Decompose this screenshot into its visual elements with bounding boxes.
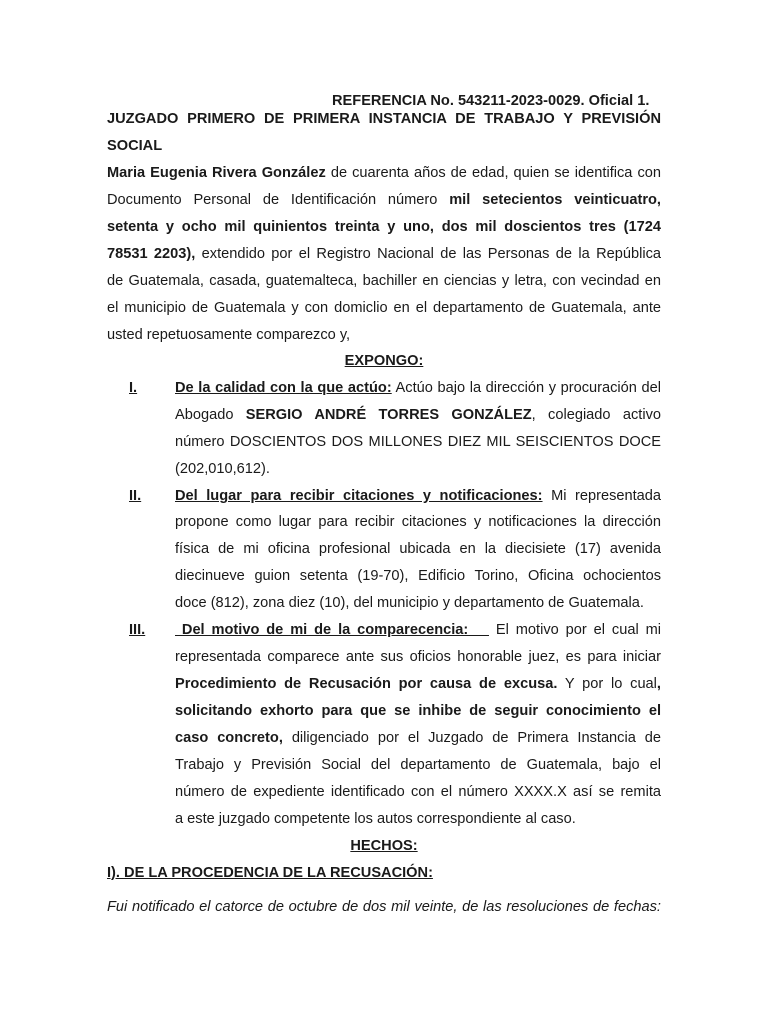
item-1-number: I. (129, 380, 138, 396)
item-2-line-5: doce (812), zona diez (10), del municipio y departamento de Guatemala. (175, 595, 644, 611)
heading-expongo: EXPONGO: (344, 353, 424, 369)
intro-line-2: Documento Personal de Identificación número mil setecientos veinticuatro, (107, 192, 661, 208)
item-2-line-2: propone como lugar para recibir citaciones y notificaciones la dirección (175, 514, 661, 530)
item-1-line-1: De la calidad con la que actúo: Actúo bajo la dirección y procuración del (175, 380, 661, 396)
item-3-line-2: representada comparece ante sus oficios honorable juez, es para iniciar (175, 649, 661, 665)
item-2-number: II. (129, 488, 142, 504)
item-2-line-4: diecinueve guion setenta (19-70), Edificio Torino, Oficina ochocientos (175, 568, 661, 584)
item-3-line-1: Del motivo de mi de la comparecencia: El motivo por el cual mi (175, 622, 661, 638)
court-title-line2: SOCIAL (107, 138, 163, 154)
item-3-number: III. (129, 622, 146, 638)
item-1-line-2: Abogado SERGIO ANDRÉ TORRES GONZÁLEZ, colegiado activo (175, 407, 661, 423)
heading-hechos: HECHOS: (350, 838, 418, 854)
lawyer-name: SERGIO ANDRÉ TORRES GONZÁLEZ (245, 407, 532, 423)
intro-line-3: setenta y ocho mil quinientos treinta y uno, dos mil doscientos tres (1724 (107, 219, 661, 235)
intro-line-1: Maria Eugenia Rivera González de cuarenta años de edad, quien se identifica con (107, 165, 661, 181)
item-2-line-3: física de mi oficina profesional ubicada en la diecisiete (17) avenida (175, 541, 661, 557)
item-2-line-1: Del lugar para recibir citaciones y notificaciones: Mi representada (175, 488, 662, 504)
petitioner-name: Maria Eugenia Rivera González (107, 165, 326, 181)
intro-line-4: 78531 2203), extendido por el Registro Nacional de las Personas de la República (107, 246, 661, 262)
intro-line-6: el municipio de Guatemala y con domiclio en el departamento de Guatemala, ante (107, 300, 661, 316)
item-1-line-4: (202,010,612). (175, 461, 270, 477)
item-3-line-7: número de expediente identificado con el número XXXX.X así se remita (175, 784, 661, 800)
item-3-line-8: a este juzgado competente los autos correspondiente al caso. (175, 811, 576, 827)
court-title-line1: JUZGADO PRIMERO DE PRIMERA INSTANCIA DE TRABAJO Y PREVISIÓN (107, 111, 661, 127)
intro-line-5: de Guatemala, casada, guatemalteca, bachiller en ciencias y letra, con vecindad en (107, 273, 661, 289)
item-3-line-3: Procedimiento de Recusación por causa de excusa. Y por lo cual, (175, 676, 661, 692)
reference-number: REFERENCIA No. 543211-2023-0029. Oficial 1. (332, 93, 650, 109)
intro-line-7: usted repetuosamente comparezco y, (107, 327, 351, 343)
item-3-line-4: solicitando exhorto para que se inhibe de seguir conocimiento el (175, 703, 661, 719)
item-1-line-3: número DOSCIENTOS DOS MILLONES DIEZ MIL SEISCIENTOS DOCE (175, 434, 661, 450)
item-3-line-5: caso concreto, diligenciado por el Juzgado de Primera Instancia de (175, 730, 661, 746)
item-3-line-6: Trabajo y Previsión Social del departamento de Guatemala, bajo el (175, 757, 661, 773)
section-i-heading: I). DE LA PROCEDENCIA DE LA RECUSACIÓN: (107, 865, 433, 881)
facts-line-1: Fui notificado el catorce de octubre de dos mil veinte, de las resoluciones de fechas: (107, 899, 661, 915)
